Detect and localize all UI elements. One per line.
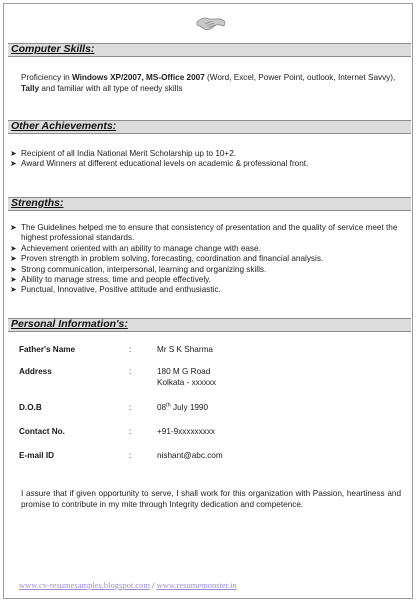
info-value: 180 M G Road Kolkata - xxxxxx [157, 367, 217, 387]
footer [19, 580, 237, 590]
arrow-bullet-icon: ➤ [10, 159, 17, 169]
arrow-bullet-icon: ➤ [10, 149, 17, 158]
handshake-icon [196, 13, 226, 33]
footer-link-resumemonster[interactable]: www.resumemonster.in [156, 580, 237, 590]
arrow-bullet-icon: ➤ [10, 285, 17, 295]
info-label: Contact No. [19, 427, 65, 436]
computer-skills-text: Proficiency in Windows XP/2007, MS-Office 2007 (Word, Excel, Power Point, outlook, Internet Savvy), Tally and familiar with all type of needy skills [21, 73, 396, 93]
list-item: ➤ Punctual, Innovative, Positive attitude and enthusiastic. [10, 285, 221, 295]
info-value: +91-9xxxxxxxxx [157, 427, 216, 436]
footer-link-cv-resumesamples[interactable]: www.cv-resumesamples.blogspot.com [19, 580, 150, 590]
info-label: E-mail ID [19, 451, 55, 460]
strengths-list [10, 223, 406, 296]
info-value: nishant@abc.com [157, 451, 223, 460]
list-item: ➤ Achievement oriented with an ability to manage change with ease. [10, 243, 261, 253]
footer-separator: / [149, 580, 157, 590]
arrow-bullet-icon: ➤ [10, 223, 17, 232]
arrow-bullet-icon: ➤ [10, 254, 17, 264]
info-label: Father's Name [19, 345, 76, 354]
list-item: ➤ Strong communication, interpersonal, learning and organizing skills. [10, 264, 267, 274]
info-colon: : [129, 367, 132, 376]
list-item: ➤ Award Winners at different educational levels on academic & professional front. [10, 159, 309, 169]
other-achievements-header [8, 120, 411, 134]
computer-skills-header [8, 43, 411, 57]
section-title: Strengths: [11, 197, 64, 209]
info-label: Address [19, 367, 52, 376]
info-value: 08th July 1990 [157, 402, 209, 412]
info-colon: : [129, 451, 132, 460]
list-item: ➤ Recipient of all India National Merit Scholarship up to 10+2. [10, 149, 237, 158]
info-colon: : [129, 403, 132, 412]
info-value: Mr S K Sharma [157, 345, 213, 354]
list-item: ➤ Proven strength in problem solving, forecasting, coordination and financial analysis. [10, 254, 324, 264]
arrow-bullet-icon: ➤ [10, 264, 17, 274]
section-title: Personal Information's: [11, 318, 128, 330]
personal-info-header [8, 318, 411, 332]
arrow-bullet-icon: ➤ [10, 243, 17, 253]
arrow-bullet-icon: ➤ [10, 275, 17, 285]
info-label: D.O.B [19, 403, 42, 412]
strengths-header [8, 197, 411, 211]
achievements-list [10, 149, 406, 170]
section-title: Computer Skills: [11, 43, 95, 55]
list-item: ➤ The Guidelines helped me to ensure that consistency of presentation and the quality of service meet the highest professional standards. [10, 223, 398, 243]
list-item: ➤ Ability to manage stress, time and people effectively. [10, 275, 211, 285]
info-colon: : [129, 427, 132, 436]
section-title: Other Achievements: [11, 120, 117, 132]
declaration-text: I assure that if given opportunity to serve, I shall work for this organization with Passion, heartiness and promise to contribute in my mite through Integrity dedication and competence. [21, 489, 401, 509]
info-colon: : [129, 345, 132, 354]
